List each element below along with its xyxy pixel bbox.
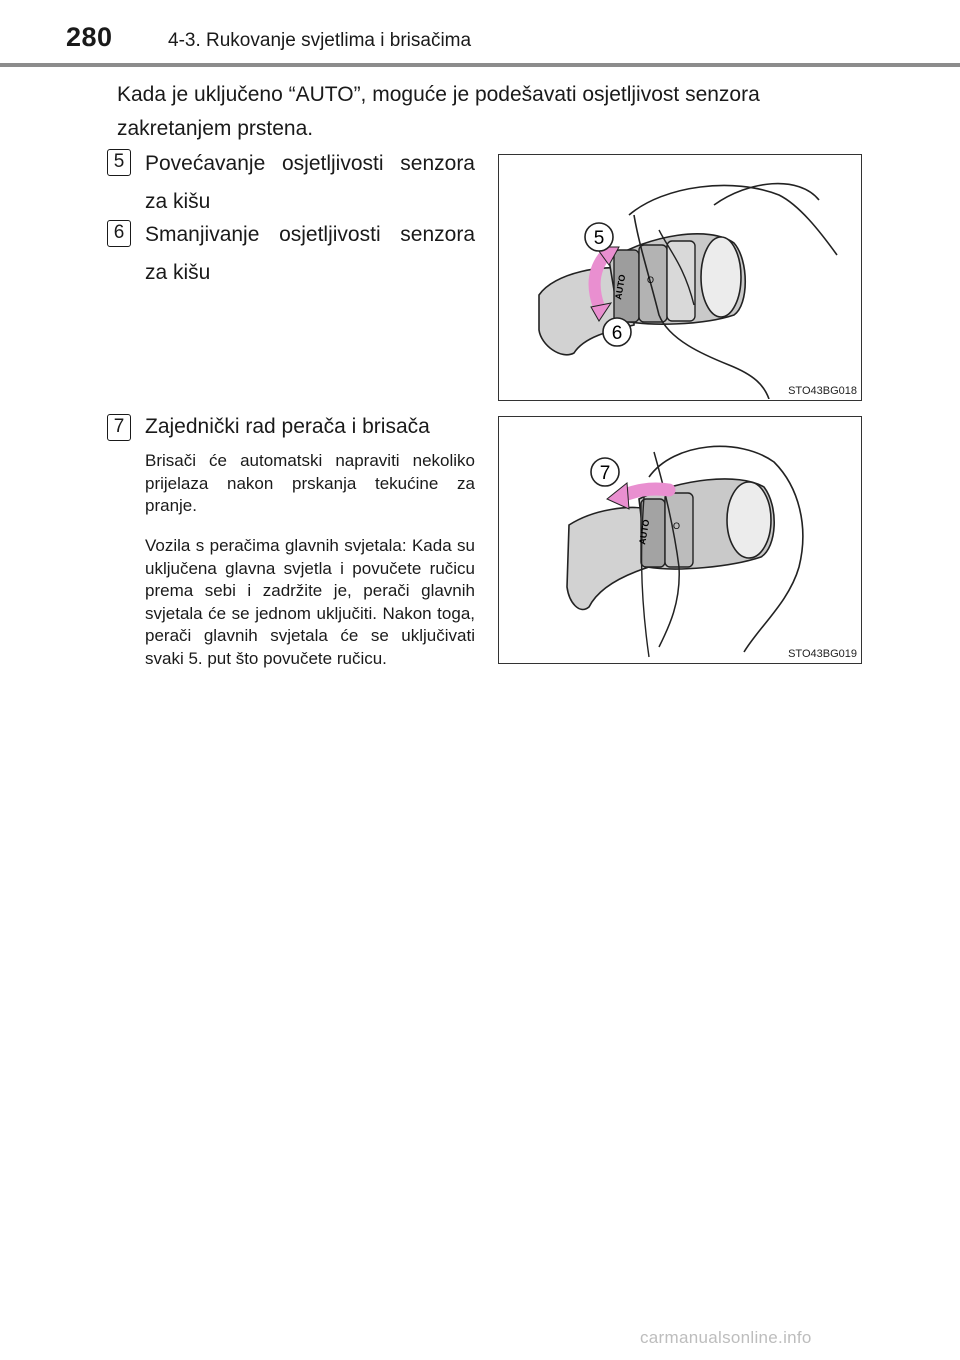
item-number-badge: 6 xyxy=(107,220,131,247)
washer-switch-illustration xyxy=(499,417,860,662)
note-paragraph: Vozila s peračima glavnih svjetala: Kada su uključena glavna svjetla i povučete ručicu prema sebi i zadržite je, perači glavnih svjetala će se jednom uključiti. Nakon toga, perači glavnih svjetala će se uključivati svaki 5. put što povučete ručicu. xyxy=(145,536,475,668)
callout-label: 7 xyxy=(599,463,611,484)
switch-label: O xyxy=(673,521,681,531)
page-number: 280 xyxy=(66,22,113,52)
header-rule xyxy=(0,63,960,67)
figure-wiper-ring xyxy=(498,154,862,401)
item-text: Zajednički rad perača i brisača xyxy=(145,415,430,438)
figure-code: STO43BG018 xyxy=(788,385,857,397)
switch-label: AUTO xyxy=(637,518,652,546)
item-text: Smanjivanje osjetljivosti senzora za kišu xyxy=(145,223,475,284)
section-title: 4-3. Rukovanje svjetlima i brisačima xyxy=(168,30,472,51)
item-number-badge: 5 xyxy=(107,149,131,176)
figure-code: STO43BG019 xyxy=(788,648,857,660)
note-paragraph: Brisači će automatski napraviti nekoliko prijelaza nakon prskanja tekućine za pranje. xyxy=(145,451,475,515)
callout-label: 5 xyxy=(593,228,605,249)
switch-label: AUTO xyxy=(613,273,628,301)
item-number-badge: 7 xyxy=(107,414,131,441)
item-text: Povećavanje osjetljivosti senzora za kišu xyxy=(145,152,475,213)
callout-label: 6 xyxy=(611,323,623,344)
figure-washer xyxy=(498,416,862,664)
intro-paragraph: Kada je uključeno “AUTO”, moguće je podešavati osjetljivost senzora zakretanjem prstena. xyxy=(117,83,760,140)
switch-label: O xyxy=(647,275,655,285)
wiper-switch-illustration xyxy=(499,155,860,399)
watermark: carmanualsonline.info xyxy=(640,1328,812,1347)
